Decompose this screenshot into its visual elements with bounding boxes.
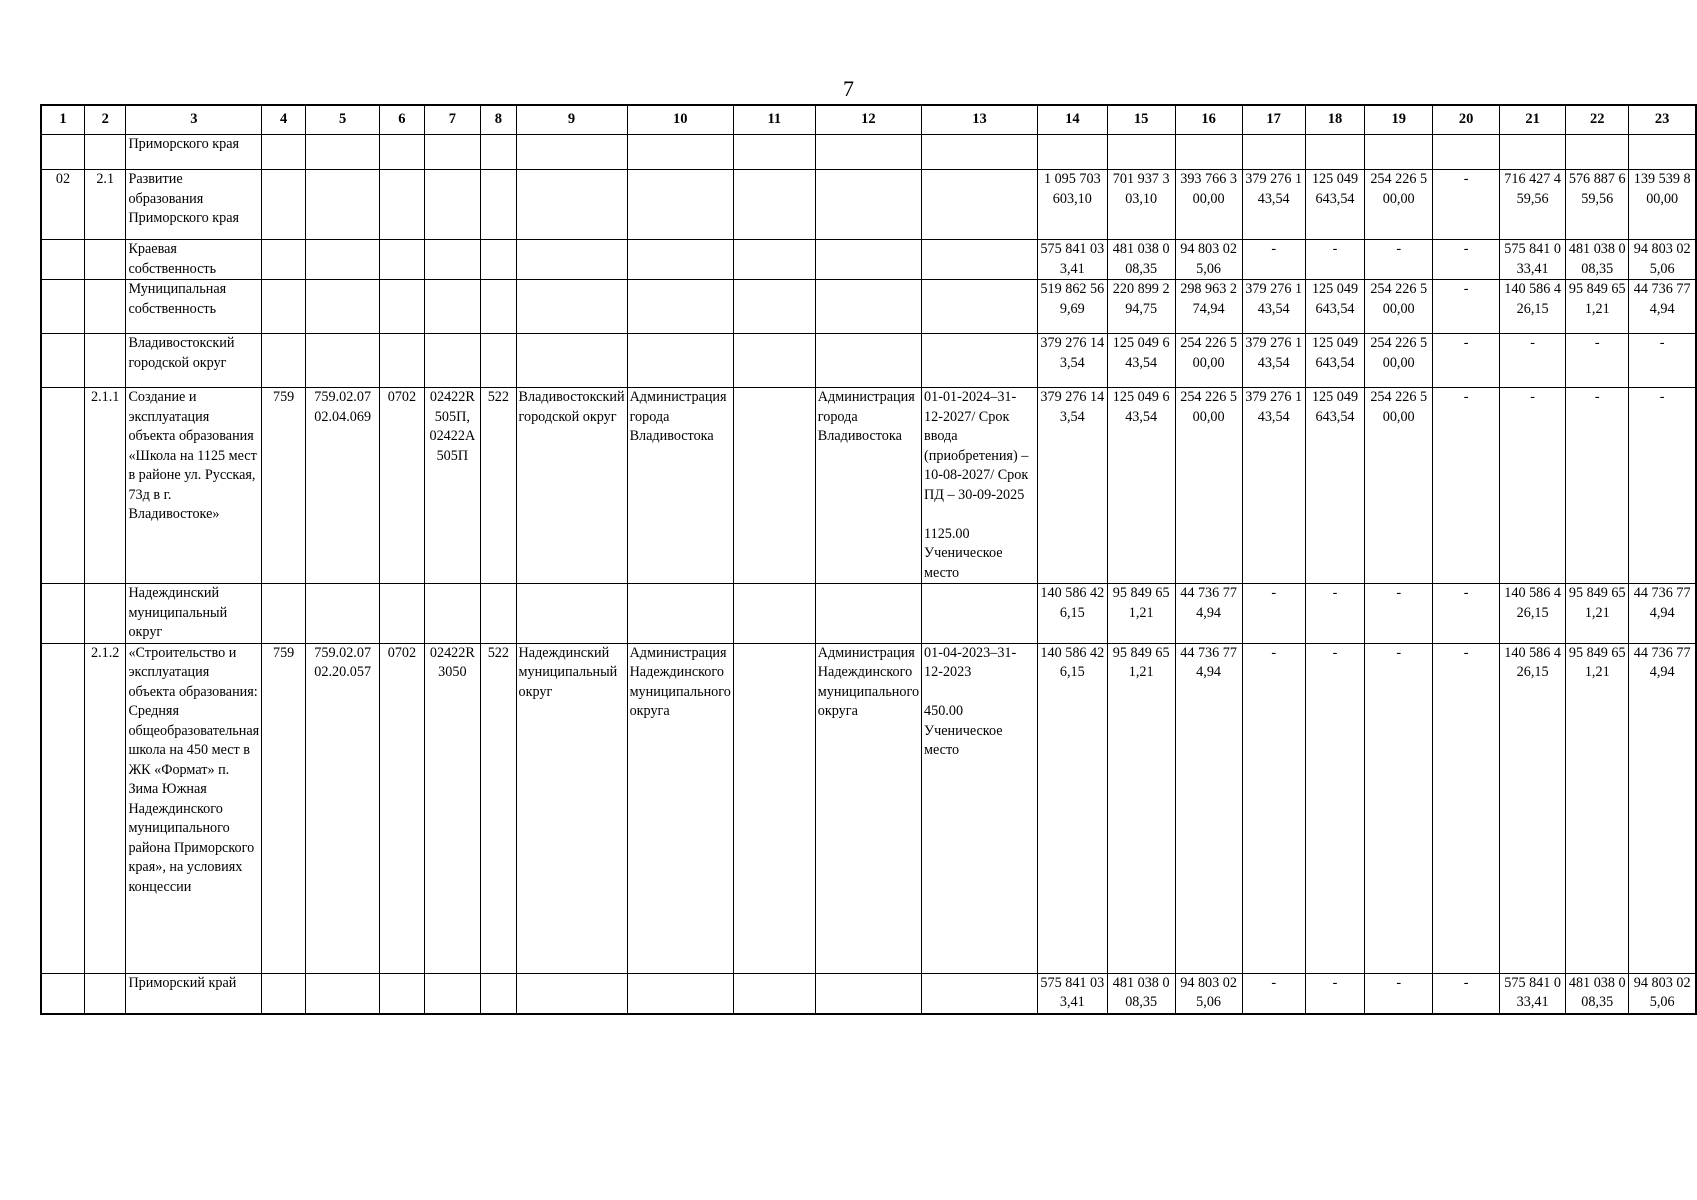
table-cell: [306, 973, 380, 1014]
table-cell: [424, 973, 481, 1014]
table-cell: [922, 584, 1038, 644]
table-row: [41, 388, 1696, 584]
table-cell: 254 226 500,00: [1175, 388, 1242, 584]
header-row: [41, 105, 1696, 135]
table-cell: 02: [41, 170, 84, 240]
table-cell: -: [1500, 388, 1566, 584]
table-cell: [1500, 135, 1566, 170]
column-header: 11: [733, 105, 815, 135]
table-cell: [424, 280, 481, 334]
table-cell: 522: [481, 643, 516, 973]
table-cell: 125 049 643,54: [1305, 334, 1364, 388]
table-cell: 254 226 500,00: [1175, 334, 1242, 388]
table-cell: 44 736 774,94: [1629, 643, 1696, 973]
table-cell: [815, 280, 921, 334]
table-cell: [481, 973, 516, 1014]
table-cell: [1037, 135, 1107, 170]
column-header: 12: [815, 105, 921, 135]
table-cell: [627, 135, 733, 170]
table-cell: 95 849 651,21: [1107, 643, 1175, 973]
table-cell: 2.1.2: [84, 643, 125, 973]
table-cell: [424, 584, 481, 644]
table-cell: 379 276 143,54: [1242, 170, 1305, 240]
table-cell: [516, 135, 627, 170]
table-cell: 379 276 143,54: [1037, 334, 1107, 388]
column-header: 2: [84, 105, 125, 135]
table-cell: [815, 973, 921, 1014]
table-cell: [1242, 135, 1305, 170]
table-cell: 254 226 500,00: [1365, 388, 1433, 584]
table-cell: [380, 334, 424, 388]
column-header: 7: [424, 105, 481, 135]
table-cell: -: [1305, 973, 1364, 1014]
table-cell: [516, 973, 627, 1014]
table-cell: 254 226 500,00: [1365, 334, 1433, 388]
table-cell: -: [1433, 334, 1500, 388]
table-cell: [481, 584, 516, 644]
table-cell: [41, 643, 84, 973]
table-cell: [84, 334, 125, 388]
table-cell: [262, 240, 306, 280]
column-header: 16: [1175, 105, 1242, 135]
table-cell: -: [1305, 643, 1364, 973]
table-cell: -: [1566, 388, 1629, 584]
table-cell: [481, 240, 516, 280]
column-header: 23: [1629, 105, 1696, 135]
table-cell: -: [1500, 334, 1566, 388]
table-cell: 94 803 025,06: [1175, 240, 1242, 280]
table-cell: [733, 973, 815, 1014]
column-header: 14: [1037, 105, 1107, 135]
table-cell: [627, 334, 733, 388]
table-cell: [627, 280, 733, 334]
table-cell: [1433, 135, 1500, 170]
table-cell: [815, 334, 921, 388]
table-cell: Администрация города Владивостока: [627, 388, 733, 584]
column-header: 22: [1566, 105, 1629, 135]
column-header: 8: [481, 105, 516, 135]
table-cell: -: [1433, 388, 1500, 584]
table-row: [41, 584, 1696, 644]
table-cell: 575 841 033,41: [1500, 973, 1566, 1014]
table-cell: [41, 135, 84, 170]
table-cell: 2.1: [84, 170, 125, 240]
table-row: [41, 240, 1696, 280]
table-cell: 01-01-2024–31-12-2027/ Срок ввода (приобретения) – 10-08-2027/ Срок ПД – 30-09-2025 1125.00 Ученическое место: [922, 388, 1038, 584]
table-cell: [627, 170, 733, 240]
table-cell: [380, 135, 424, 170]
column-header: 20: [1433, 105, 1500, 135]
table-cell: 519 862 569,69: [1037, 280, 1107, 334]
table-row: [41, 135, 1696, 170]
table-cell: 0702: [380, 643, 424, 973]
table-cell: 125 049 643,54: [1107, 388, 1175, 584]
table-cell: [306, 170, 380, 240]
table-cell: 716 427 459,56: [1500, 170, 1566, 240]
table-cell: [1566, 135, 1629, 170]
table-cell: [306, 135, 380, 170]
table-cell: [815, 170, 921, 240]
table-cell: [481, 334, 516, 388]
table-cell: [380, 973, 424, 1014]
table-cell: -: [1305, 584, 1364, 644]
table-cell: [380, 280, 424, 334]
table-cell: -: [1365, 973, 1433, 1014]
table-cell: 01-04-2023–31-12-2023 450.00 Ученическое место: [922, 643, 1038, 973]
table-cell: 379 276 143,54: [1242, 334, 1305, 388]
table-row: [41, 280, 1696, 334]
table-cell: 140 586 426,15: [1500, 584, 1566, 644]
table-cell: [733, 584, 815, 644]
table-cell: Владивостокский городской округ: [126, 334, 262, 388]
table-cell: [481, 170, 516, 240]
table-cell: [733, 643, 815, 973]
table-cell: [815, 240, 921, 280]
table-cell: [262, 584, 306, 644]
table-cell: [815, 584, 921, 644]
column-header: 19: [1365, 105, 1433, 135]
table-cell: 0702: [380, 388, 424, 584]
table-cell: Развитие образования Приморского края: [126, 170, 262, 240]
table-cell: Администрация Надеждинского муниципального округа: [815, 643, 921, 973]
table-cell: [516, 584, 627, 644]
table-cell: 1 095 703 603,10: [1037, 170, 1107, 240]
column-header: 18: [1305, 105, 1364, 135]
table-cell: [424, 240, 481, 280]
column-header: 13: [922, 105, 1038, 135]
table-cell: 379 276 143,54: [1037, 388, 1107, 584]
table-cell: [380, 240, 424, 280]
table-cell: -: [1433, 973, 1500, 1014]
table-cell: Администрация Надеждинского муниципального округа: [627, 643, 733, 973]
table-cell: [84, 240, 125, 280]
table-cell: [84, 135, 125, 170]
table-cell: [481, 135, 516, 170]
table-cell: Надеждинский муниципальный округ: [126, 584, 262, 644]
table-cell: [1175, 135, 1242, 170]
table-cell: [262, 280, 306, 334]
table-cell: 140 586 426,15: [1500, 643, 1566, 973]
table-cell: 140 586 426,15: [1500, 280, 1566, 334]
table-cell: Владивостокский городской округ: [516, 388, 627, 584]
table-cell: 95 849 651,21: [1566, 584, 1629, 644]
table-cell: [922, 334, 1038, 388]
table-cell: -: [1242, 973, 1305, 1014]
table-cell: 379 276 143,54: [1242, 388, 1305, 584]
table-cell: [1365, 135, 1433, 170]
table-cell: [41, 334, 84, 388]
column-header: 6: [380, 105, 424, 135]
table-cell: 95 849 651,21: [1107, 584, 1175, 644]
table-cell: 44 736 774,94: [1175, 643, 1242, 973]
column-header: 21: [1500, 105, 1566, 135]
table-cell: -: [1365, 240, 1433, 280]
table-cell: [627, 973, 733, 1014]
table-cell: [733, 240, 815, 280]
column-header: 17: [1242, 105, 1305, 135]
table-cell: -: [1566, 334, 1629, 388]
table-cell: [262, 135, 306, 170]
table-cell: 481 038 008,35: [1107, 240, 1175, 280]
table-cell: [306, 240, 380, 280]
table-cell: -: [1433, 584, 1500, 644]
table-cell: 575 841 033,41: [1037, 240, 1107, 280]
table-cell: [922, 240, 1038, 280]
table-cell: 02422R 3050: [424, 643, 481, 973]
table-cell: [733, 170, 815, 240]
table-cell: [41, 280, 84, 334]
table-row: [41, 973, 1696, 1014]
table-cell: 759.02.07 02.20.057: [306, 643, 380, 973]
page-number: 7: [843, 76, 854, 101]
table-cell: [815, 135, 921, 170]
table-cell: -: [1242, 643, 1305, 973]
table-cell: 393 766 300,00: [1175, 170, 1242, 240]
table-cell: 125 049 643,54: [1107, 334, 1175, 388]
table-cell: 02422R 505П, 02422A 505П: [424, 388, 481, 584]
table-cell: Приморский край: [126, 973, 262, 1014]
table-cell: 759: [262, 643, 306, 973]
table-cell: [1305, 135, 1364, 170]
table-cell: 94 803 025,06: [1629, 973, 1696, 1014]
table-cell: -: [1242, 240, 1305, 280]
table-cell: -: [1242, 584, 1305, 644]
table-row: [41, 334, 1696, 388]
table-cell: [733, 280, 815, 334]
table-cell: [516, 334, 627, 388]
column-header: 10: [627, 105, 733, 135]
table-cell: [922, 170, 1038, 240]
table-cell: 220 899 294,75: [1107, 280, 1175, 334]
table-cell: [41, 973, 84, 1014]
table-cell: -: [1433, 170, 1500, 240]
table-cell: [424, 334, 481, 388]
table-cell: 125 049 643,54: [1305, 170, 1364, 240]
table-cell: 701 937 303,10: [1107, 170, 1175, 240]
table-cell: 522: [481, 388, 516, 584]
budget-table: [40, 104, 1697, 1015]
table-cell: [262, 973, 306, 1014]
table-cell: [516, 170, 627, 240]
table-cell: -: [1365, 643, 1433, 973]
table-row: [41, 643, 1696, 973]
column-header: 5: [306, 105, 380, 135]
table-cell: 759.02.07 02.04.069: [306, 388, 380, 584]
table-row: [41, 170, 1696, 240]
table-cell: -: [1629, 334, 1696, 388]
table-cell: -: [1433, 643, 1500, 973]
table-cell: 254 226 500,00: [1365, 280, 1433, 334]
column-header: 4: [262, 105, 306, 135]
table-cell: -: [1433, 240, 1500, 280]
table-cell: 575 841 033,41: [1037, 973, 1107, 1014]
table-cell: 44 736 774,94: [1175, 584, 1242, 644]
table-cell: [481, 280, 516, 334]
table-cell: [262, 170, 306, 240]
table-cell: [306, 334, 380, 388]
table-cell: [41, 388, 84, 584]
table-cell: 94 803 025,06: [1175, 973, 1242, 1014]
table-cell: [516, 240, 627, 280]
table-cell: [627, 240, 733, 280]
table-cell: [41, 584, 84, 644]
table-cell: 95 849 651,21: [1566, 643, 1629, 973]
table-cell: 254 226 500,00: [1365, 170, 1433, 240]
table-cell: [516, 280, 627, 334]
table-cell: [922, 280, 1038, 334]
column-header: 15: [1107, 105, 1175, 135]
table-cell: [41, 240, 84, 280]
table-cell: [84, 584, 125, 644]
table-cell: 759: [262, 388, 306, 584]
table-cell: -: [1365, 584, 1433, 644]
column-header: 9: [516, 105, 627, 135]
table-cell: [424, 135, 481, 170]
table-cell: Приморского края: [126, 135, 262, 170]
table-cell: [84, 973, 125, 1014]
table-cell: 44 736 774,94: [1629, 584, 1696, 644]
table-cell: 379 276 143,54: [1242, 280, 1305, 334]
table-cell: [627, 584, 733, 644]
table-cell: 298 963 274,94: [1175, 280, 1242, 334]
table-cell: [262, 334, 306, 388]
table-cell: [424, 170, 481, 240]
table-cell: [306, 280, 380, 334]
table-cell: [922, 973, 1038, 1014]
table-cell: 481 038 008,35: [1107, 973, 1175, 1014]
table-cell: [380, 170, 424, 240]
table-cell: Надеждинский муниципальный округ: [516, 643, 627, 973]
table-cell: 95 849 651,21: [1566, 280, 1629, 334]
table-cell: 2.1.1: [84, 388, 125, 584]
table-cell: 125 049 643,54: [1305, 388, 1364, 584]
table-cell: [733, 388, 815, 584]
table-cell: Муниципальная собственность: [126, 280, 262, 334]
table-cell: 125 049 643,54: [1305, 280, 1364, 334]
column-header: 3: [126, 105, 262, 135]
table-cell: -: [1305, 240, 1364, 280]
table-cell: Создание и эксплуатация объекта образования «Школа на 1125 мест в районе ул. Русская, 73д в г. Владивостоке»: [126, 388, 262, 584]
table-cell: [733, 334, 815, 388]
table-cell: 44 736 774,94: [1629, 280, 1696, 334]
table-cell: [306, 584, 380, 644]
table-cell: 140 586 426,15: [1037, 584, 1107, 644]
table-cell: [733, 135, 815, 170]
table-cell: 576 887 659,56: [1566, 170, 1629, 240]
table-cell: -: [1629, 388, 1696, 584]
table-cell: -: [1433, 280, 1500, 334]
column-header: 1: [41, 105, 84, 135]
table-cell: [1629, 135, 1696, 170]
table-cell: Администрация города Владивостока: [815, 388, 921, 584]
table-cell: «Строительство и эксплуатация объекта образования: Средняя общеобразовательная школа на 450 мест в ЖК «Формат» п. Зима Южная Надеждинского муниципального района Приморского края», на условиях концессии: [126, 643, 262, 973]
table-cell: 575 841 033,41: [1500, 240, 1566, 280]
table-cell: [922, 135, 1038, 170]
table-cell: 139 539 800,00: [1629, 170, 1696, 240]
table-cell: 140 586 426,15: [1037, 643, 1107, 973]
table-cell: 481 038 008,35: [1566, 973, 1629, 1014]
table-cell: 94 803 025,06: [1629, 240, 1696, 280]
table-cell: 481 038 008,35: [1566, 240, 1629, 280]
table-cell: Краевая собственность: [126, 240, 262, 280]
table-cell: [1107, 135, 1175, 170]
table-cell: [84, 280, 125, 334]
table-cell: [380, 584, 424, 644]
